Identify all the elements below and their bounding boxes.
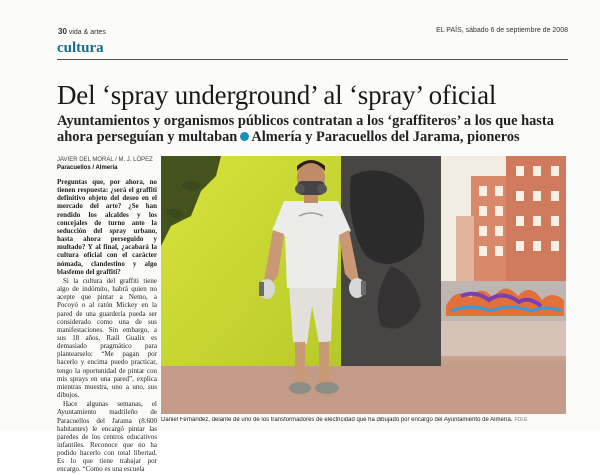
byline: [57, 156, 157, 172]
photo-caption: [161, 417, 568, 423]
subhead-secondary: Almería y Paracuellos del Jarama, pioneros: [251, 129, 520, 145]
section-label: cultura: [57, 40, 104, 56]
section-rule: [57, 59, 568, 60]
article-photo: [161, 156, 566, 414]
byline-authors: JAVIER DEL MORAL / M. J. LÓPEZ: [57, 157, 153, 163]
article-body: [57, 178, 157, 475]
subheadline: [57, 113, 567, 145]
body-paragraph: Hace algunas semanas, el Ayuntamiento madrileño de Paracuellos del Jarama (8.600 habitantes) le encargó pintar las paredes de los centros educativos infantiles. Reconoce que no ha podido hacerlo con total libertad. Es lo que tiene trabajar por encargo. “Como es una escuela: [57, 400, 157, 474]
body-paragraph: Si la cultura del graffiti tiene algo de indómito, habrá quien no acepte que pintar a Nemo, a Pocoyó o al ratón Mickey en la pared de una guardería pueda ser considerado como una de sus manifestaciones. Sin embargo, a sus 18 años, Raúl Gualix es demasiado pragmático para plantearselo: “Me pagan por hacerlo y encima puedo practicar, tengo la oportunidad de pintar con mis sprays en una pared”, explica mientras muestra, uno a uno, sus dibujos.: [57, 276, 157, 400]
subhead-main: Ayuntamientos y organismos públicos contratan a los ‘graffiteros’ a los que hasta ahora perseguían y multaban: [57, 113, 554, 145]
bullet-icon: [240, 132, 249, 141]
photo-credit: FOLE: [514, 417, 528, 423]
newspaper-date: EL PAÍS, sábado 6 de septiembre de 2008: [436, 27, 568, 34]
headline: Del ‘spray underground’ al ‘spray’ oficial: [57, 80, 497, 110]
page-number: 30: [58, 27, 67, 36]
page-header: [58, 27, 568, 39]
byline-location: Paracuellos / Almería: [57, 165, 118, 171]
caption-text: Daniel Fernández, delante de uno de los transformadores de electricidad que ha dibujado por encargo del Ayuntamiento de Almería.: [161, 417, 513, 423]
photo-illustration: [161, 156, 566, 414]
section-running-title: vida & artes: [68, 29, 106, 36]
body-paragraph: Preguntas que, por ahora, no tienen respuesta: ¿será el graffiti definitivo objeto del deseo en el mercado del arte? ¿Se han rendido los alcaldes y los concejales de turno ante la seducción del spray urbano, hasta ahora perseguido y multado? Y al final, ¿acabará la cultura oficial con el carácter nómada, clandestino y algo blasfemo del graffiti?: [57, 178, 157, 276]
